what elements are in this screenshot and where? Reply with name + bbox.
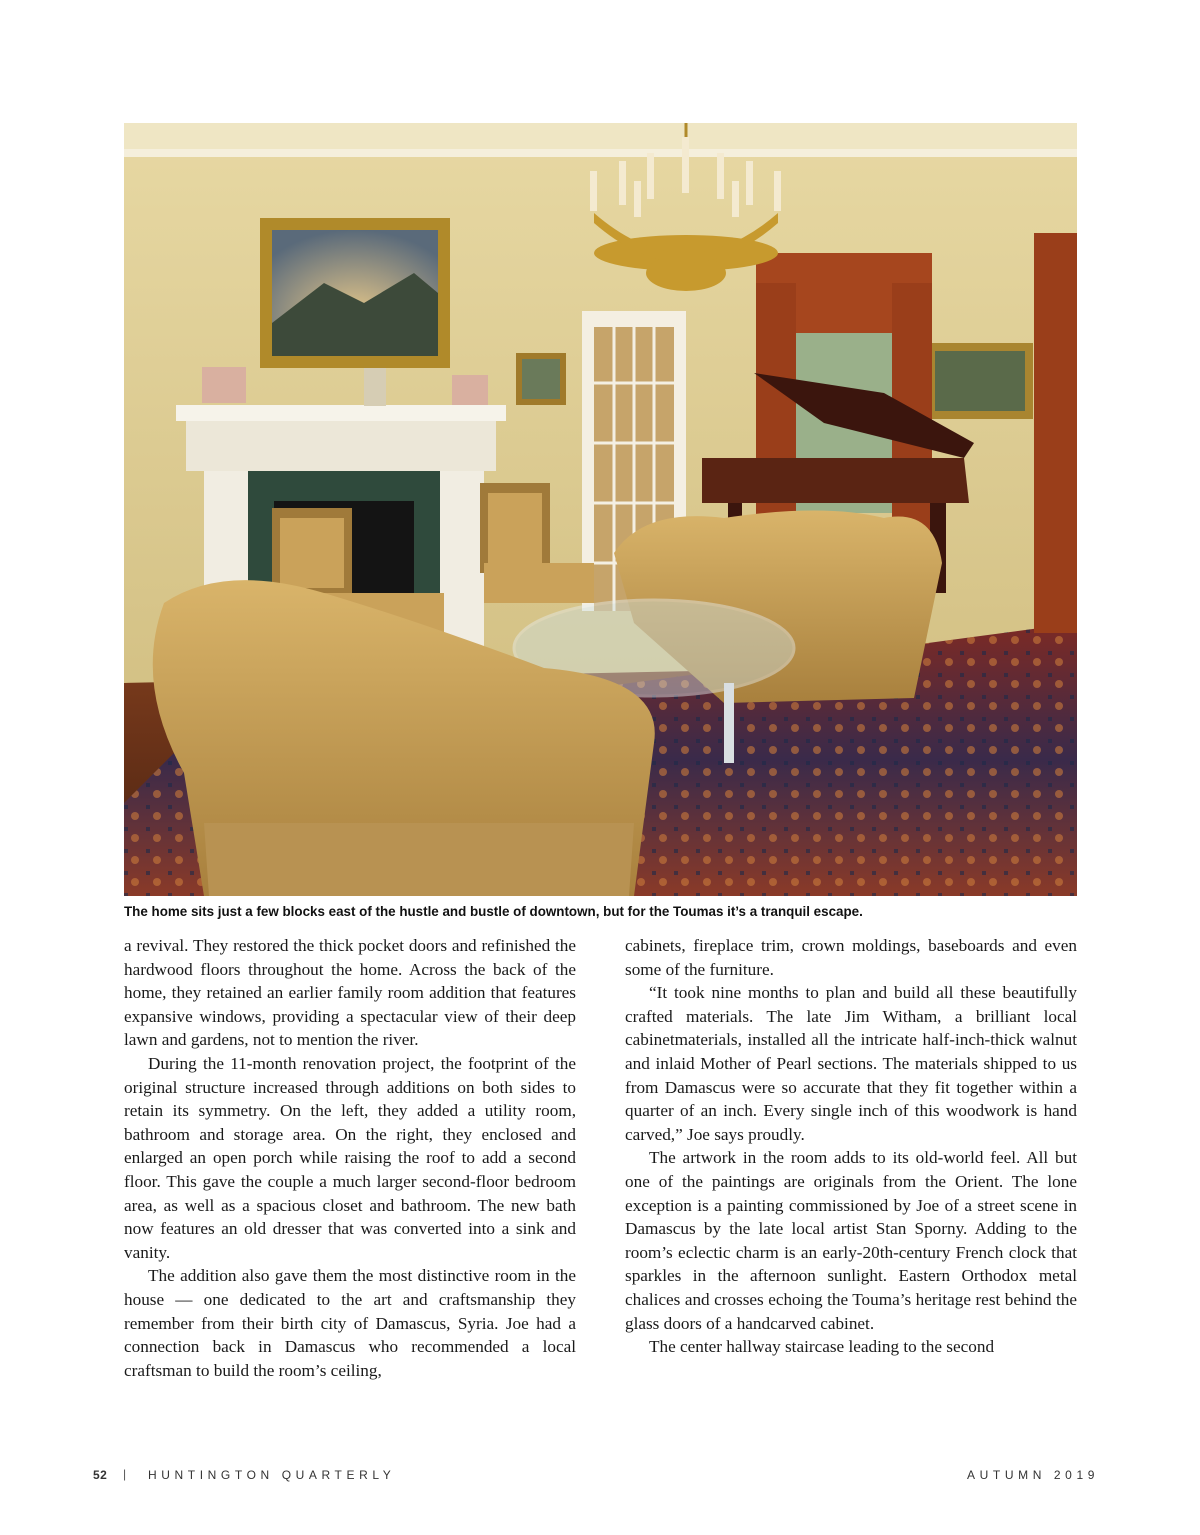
article-column-left	[124, 934, 576, 1382]
photo-caption: The home sits just a few blocks east of the hustle and bustle of downtown, but for the Toumas it’s a tranquil escape.	[124, 904, 863, 919]
article-paragraph: The center hallway staircase leading to the second	[649, 1337, 995, 1357]
page-footer	[0, 1468, 1200, 1488]
issue-date: AUTUMN 2019	[967, 1468, 1099, 1482]
page-number: 52	[93, 1468, 108, 1482]
article-paragraph: The artwork in the room adds to its old-world feel. All but one of the paintings are originals from the Orient. The lone exception is a painting commissioned by Joe of a street scene in Damascus by the late local artist Stan Sporny. Adding to the room’s eclectic charm is an early-20th-century French clock that sparkles in the afternoon sunlight. Eastern Orthodox metal chalices and crosses echoing the Touma’s heritage rest behind the glass doors of a handcarved cabinet.	[625, 1148, 1077, 1333]
article-paragraph: During the 11-month renovation project, the footprint of the original structure increased through additions on both sides to retain its symmetry. On the left, they added a utility room, bathroom and storage area. On the right, they enclosed and enlarged an open porch while raising the roof to add a second floor. This gave the couple a much larger second-floor bedroom area, as well as a spacious closet and bathroom. The new bath now features an old dresser that was converted into a sink and vanity.	[124, 1053, 576, 1262]
living-room-photo	[124, 123, 1077, 896]
article-column-right	[625, 934, 1077, 1359]
footer-separator: |	[123, 1467, 127, 1481]
article-paragraph: The addition also gave them the most distinctive room in the house — one dedicated to the art and craftsmanship they remember from their birth city of Damascus, Syria. Joe had a connection back in Damascus who recommended a local craftsman to build the room’s ceiling,	[124, 1266, 576, 1380]
article-paragraph: cabinets, fireplace trim, crown moldings, baseboards and even some of the furniture.	[625, 936, 1077, 979]
living-room-illustration	[124, 123, 1077, 896]
publication-name: HUNTINGTON QUARTERLY	[148, 1468, 396, 1482]
article-paragraph: “It took nine months to plan and build all these beautifully crafted materials. The late Jim Witham, a brilliant local cabinetmaterials, installed all the intricate half-inch-thick walnut and inlaid Mother of Pearl sections. The materials shipped to us from Damascus were so accurate that they fit together within a quarter of an inch. Every single inch of this woodwork is hand carved,” Joe says proudly.	[625, 983, 1077, 1144]
article-paragraph: a revival. They restored the thick pocket doors and refinished the hardwood floors throughout the home. Across the back of the home, they retained an earlier family room addition that features expansive windows, providing a spectacular view of their deep lawn and gardens, not to mention the river.	[124, 936, 576, 1050]
